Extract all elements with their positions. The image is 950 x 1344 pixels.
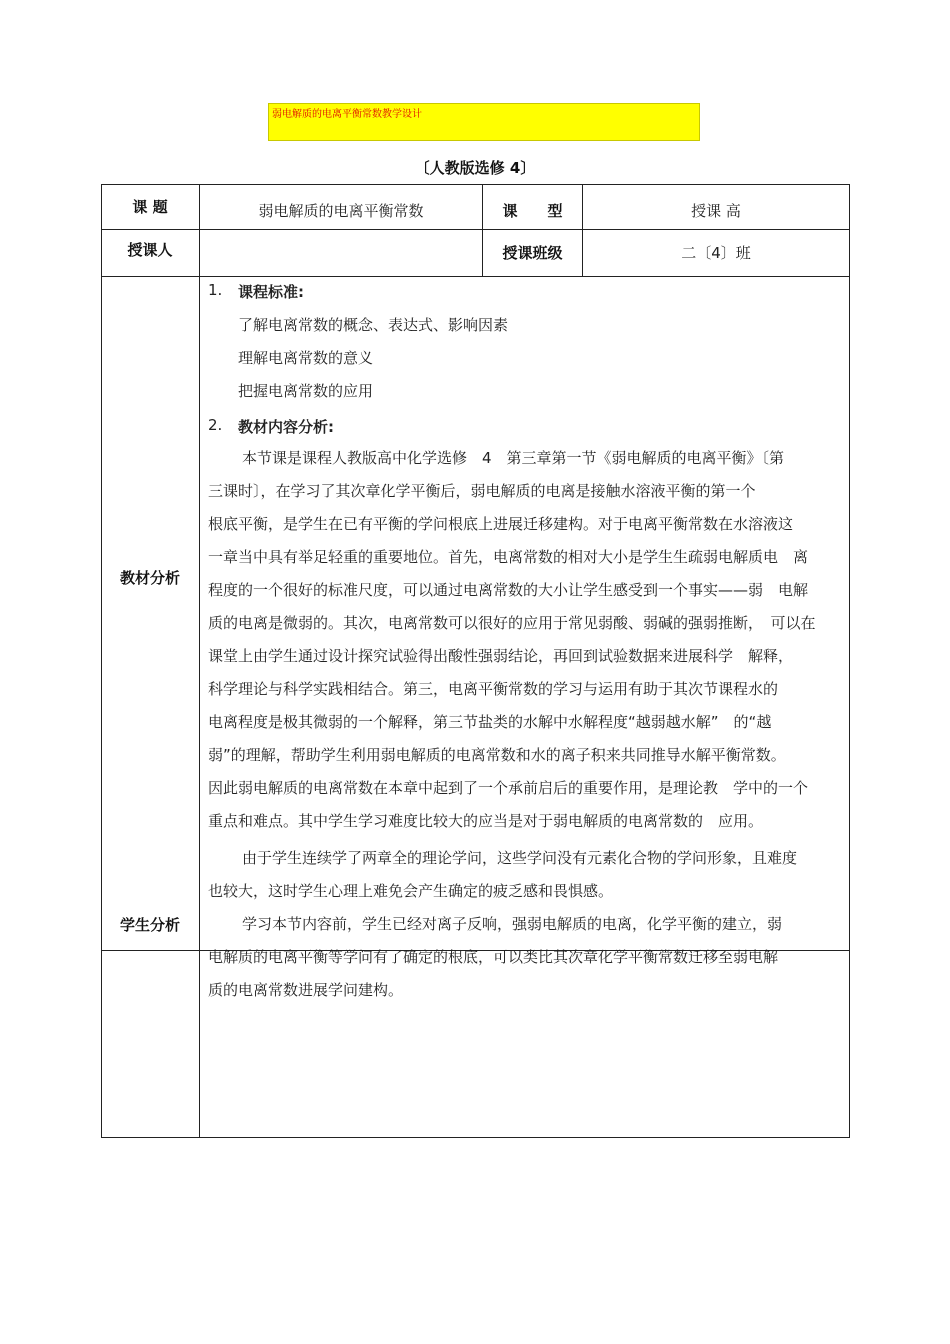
paragraph-line: 科学理论与科学实践相结合。第三，电离平衡常数的学习与运用有助于其次节课程水的 — [208, 680, 779, 698]
standard-item: 理解电离常数的意义 — [238, 349, 374, 367]
material-analysis-paragraph — [208, 442, 844, 838]
material-analysis-label: 教材分析 — [119, 568, 180, 587]
paragraph-line: 由于学生连续学了两章全的理论学问，这些学问没有元素化合物的学问形象，且难度 — [242, 849, 798, 867]
paragraph-line: 课堂上由学生通过设计探究试验得出酸性强弱结论，再回到试验数据来进展科学 解释， — [208, 647, 794, 665]
paragraph-line: 学习本节内容前，学生已经对离子反响，强弱电解质的电离，化学平衡的建立，弱 — [242, 915, 783, 933]
paragraph-line: 三课时〕，在学习了其次章化学平衡后，弱电解质的电离是接触水溶液平衡的第一个 — [208, 482, 756, 500]
paragraph-line: 重点和难点。其中学生学习难度比较大的应当是对于弱电解质的电离常数的 应用。 — [208, 812, 764, 830]
topic-label: 课 题 — [132, 197, 168, 216]
paragraph-line: 质的电离常数进展学问建构。 — [208, 981, 404, 999]
title-banner — [268, 103, 700, 141]
paragraph-line: 因此弱电解质的电离常数在本章中起到了一个承前启后的重要作用，是理论教 学中的一个 — [208, 779, 809, 797]
curriculum-standard-heading: 课程标准: — [238, 283, 304, 301]
paragraph-line: 程度的一个很好的标准尺度，可以通过电离常数的大小让学生感受到一个事实——弱 电解 — [208, 581, 809, 599]
teacher-value — [200, 231, 482, 273]
paragraph-line: 弱”的理解，帮助学生利用弱电解质的电离常数和水的离子积来共同推导水解平衡常数。 — [208, 746, 786, 764]
standard-item: 把握电离常数的应用 — [238, 382, 374, 400]
paragraph-line: 本节课是课程人教版高中化学选修 4 第三章第一节《弱电解质的电离平衡》〔第 — [242, 449, 785, 467]
standard-item: 了解电离常数的概念、表达式、影响因素 — [238, 316, 509, 334]
section-number: 1. — [208, 281, 223, 299]
material-analysis-heading: 教材内容分析: — [238, 418, 334, 436]
table-border-top — [101, 184, 850, 185]
student-analysis-paragraph — [208, 842, 844, 908]
teacher-label: 授课人 — [127, 240, 173, 259]
paragraph-line: 电解质的电离平衡等学问有了确定的根底，可以类比其次章化学平衡常数迁移至弱电解 — [208, 948, 779, 966]
lesson-type-label: 课 型 — [502, 201, 563, 220]
table-border-bottom — [101, 1137, 850, 1138]
student-analysis-label: 学生分析 — [119, 915, 180, 934]
class-value: 二〔4〕班 — [681, 243, 751, 262]
table-border-left — [101, 184, 102, 1138]
topic-value: 弱电解质的电离平衡常数 — [258, 201, 424, 220]
paragraph-line: 一章当中具有举足轻重的重要地位。首先，电离常数的相对大小是学生生疏弱电解质电 离 — [208, 548, 809, 566]
class-label: 授课班级 — [502, 243, 563, 262]
lesson-type-value: 授课 高 — [691, 201, 741, 220]
section-number: 2. — [208, 416, 223, 434]
subtitle: 〔人教版选修 4〕 — [414, 159, 536, 177]
paragraph-line: 质的电离是微弱的。其次，电离常数可以很好的应用于常见弱酸、弱碱的强弱推断， 可以在 — [208, 614, 816, 632]
student-analysis-paragraph — [208, 908, 844, 1007]
paragraph-line: 也较大，这时学生心理上难免会产生确定的疲乏感和畏惧感。 — [208, 882, 614, 900]
paragraph-line: 电离程度是极其微弱的一个解释，第三节盐类的水解中水解程度“越弱越水解” 的“越 — [208, 713, 772, 731]
banner-title: 弱电解质的电离平衡常数教学设计 — [272, 109, 422, 120]
column-divider — [199, 184, 200, 1138]
row-divider — [101, 276, 850, 277]
paragraph-line: 根底平衡，是学生在已有平衡的学问根底上进展迁移建构。对于电离平衡常数在水溶液这 — [208, 515, 794, 533]
table-border-right — [849, 184, 850, 1138]
